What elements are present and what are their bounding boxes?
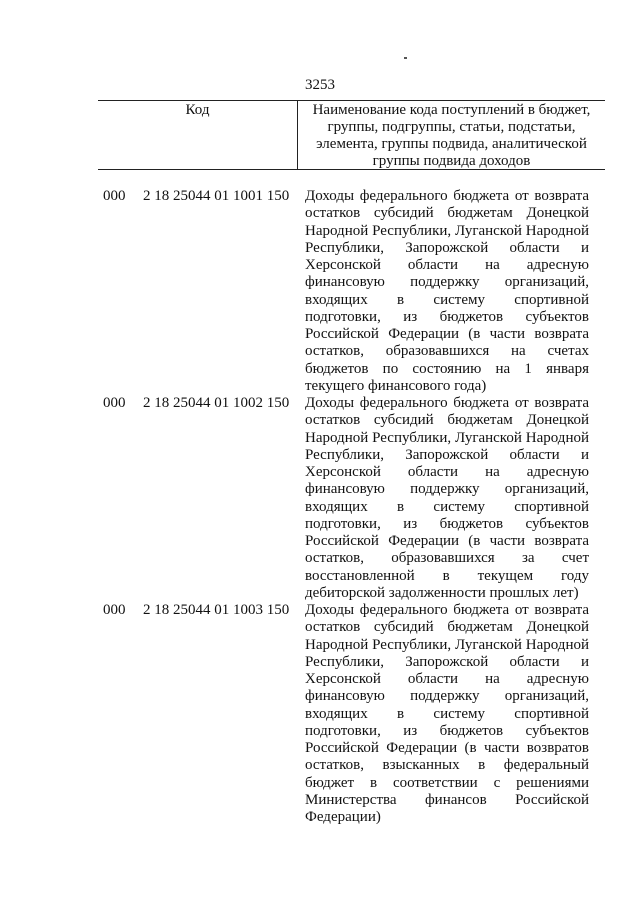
entry-description: Доходы федерального бюджета от возврата остатков субсидий бюджетам Донецкой Народной Республики, Луганской Народной Республики, Запорожской области и Херсонской области на адресную финансовую поддержку организаций, входящих в систему спортивной подготовки, из бюджетов субъектов Российской Федерации (в части возвратов остатков, взысканных в федеральный бюджет в соответствии с решениями Министерства финансов Российской Федерации) (305, 602, 589, 825)
entry-income-code: 2 18 25044 01 1003 150 (143, 602, 290, 618)
list-item (0, 602, 640, 826)
entry-admin-code: 000 (103, 188, 126, 204)
header-code-label: Код (98, 101, 298, 169)
entry-admin-code: 000 (103, 602, 126, 618)
list-item (0, 395, 640, 602)
entry-description: Доходы федерального бюджета от возврата остатков субсидий бюджетам Донецкой Народной Республики, Луганской Народной Республики, Запорожской области и Херсонской области на адресную финансовую поддержку организаций, входящих в систему спортивной подготовки, из бюджетов субъектов Российской Федерации (в части возврата остатков, образовавшихся на счетах бюджетов по состоянию на 1 января текущего финансового года) (305, 188, 589, 394)
entry-list (0, 188, 640, 826)
entry-admin-code: 000 (103, 395, 126, 411)
scan-speck (404, 57, 407, 59)
list-item (0, 188, 640, 395)
table-header (98, 100, 605, 170)
entry-description: Доходы федерального бюджета от возврата остатков субсидий бюджетам Донецкой Народной Республики, Луганской Народной Республики, Запорожской области и Херсонской области на адресную финансовую поддержку организаций, входящих в систему спортивной подготовки, из бюджетов субъектов Российской Федерации (в части возврата остатков, образовавшихся за счет восстановленной в текущем году дебиторской задолженности прошлых лет) (305, 395, 589, 601)
header-name-label: Наименование кода поступлений в бюджет, группы, подгруппы, статьи, подстатьи, элемента, группы подвида, аналитической группы подвида доходов (312, 102, 591, 169)
entry-income-code: 2 18 25044 01 1001 150 (143, 188, 290, 204)
entry-income-code: 2 18 25044 01 1002 150 (143, 395, 290, 411)
page-number: 3253 (305, 77, 335, 93)
